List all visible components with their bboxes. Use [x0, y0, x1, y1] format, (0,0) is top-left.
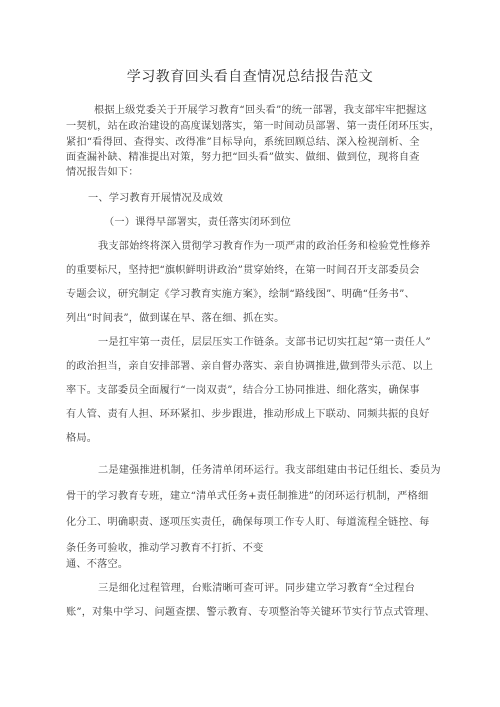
paragraph-line: 通、不落空。 [66, 559, 129, 570]
paragraph-line: 三是细化过程管理，台账清晰可查可评。同步建立学习教育“全过程台 [98, 583, 416, 594]
paragraph-line: 我支部始终将深入贯彻学习教育作为一项严肃的政治任务和检验党性修养 [98, 241, 431, 252]
paragraph-line: 化分工、明确职责、逐项压实责任，确保每项工作专人盯、每道流程全链控、每 [66, 517, 430, 528]
paragraph-line: 一是扛牢第一责任，层层压实工作链条。支部书记切实扛起“第一责任人” [98, 337, 431, 348]
paragraph-line: 有人管、责有人担、环环紧扣、步步跟进，推动形成上下联动、同频共振的良好 [66, 409, 430, 420]
paragraph-line: 账”，对集中学习、问题查摆、警示教育、专项整治等关键环节实行节点式管理、 [66, 607, 435, 618]
paragraph-line: 专题会议，研究制定《学习教育实施方案》，绘制“路线图”、明确“任务书”、 [66, 289, 415, 300]
intro-line: 面查漏补缺、精准提出对策，努力把“回头看”做实、做细、做到位，现将自查 [66, 152, 420, 163]
paragraph-line: 列出“时间表”，做到谋在早、落在细、抓在实。 [66, 313, 285, 324]
intro-line: 紧扣“看得回、查得实、改得准”目标导向，系统回顾总结、深入检视剖析、全 [66, 137, 420, 148]
intro-line: 一契机，站在政治建设的高度谋划落实，第一时间动员部署、第一责任闭环压实， [66, 121, 440, 132]
paragraph-line: 格局。 [66, 433, 98, 444]
intro-line: 情况报告如下： [66, 167, 139, 178]
paragraph-line: 率下。支部委员全面履行“一岗双责”，结合分工协同推进、细化落实，确保事 [66, 385, 420, 396]
section-heading: 一、学习教育开展情况及成效 [88, 193, 224, 204]
subsection-heading: （一）课得早部署实，责任落实闭环到位 [104, 217, 291, 228]
intro-line: 根据上级党委关于开展学习教育“回头看”的统一部署，我支部牢牢把握这 [94, 105, 427, 116]
paragraph-line: 的重要标尺，坚持把“旗帜鲜明讲政治”贯穿始终，在第一时间召开支部委员会 [66, 265, 420, 276]
paragraph-line: 条任务可验收，推动学习教育不打折、不变 [66, 543, 264, 554]
document-title: 学习教育回头看自查情况总结报告范文 [126, 69, 374, 85]
paragraph-line: 二是建强推进机制，任务清单闭环运行。我支部组建由书记任组长、委员为 [98, 465, 441, 476]
paragraph-line: 的政治担当，亲自安排部署、亲自督办落实、亲自协调推进,做到带头示范、以上 [66, 361, 433, 372]
paragraph-line: 骨干的学习教育专班，建立“清单式任务+责任制推进”的闭环运行机制，严格细 [66, 491, 429, 502]
